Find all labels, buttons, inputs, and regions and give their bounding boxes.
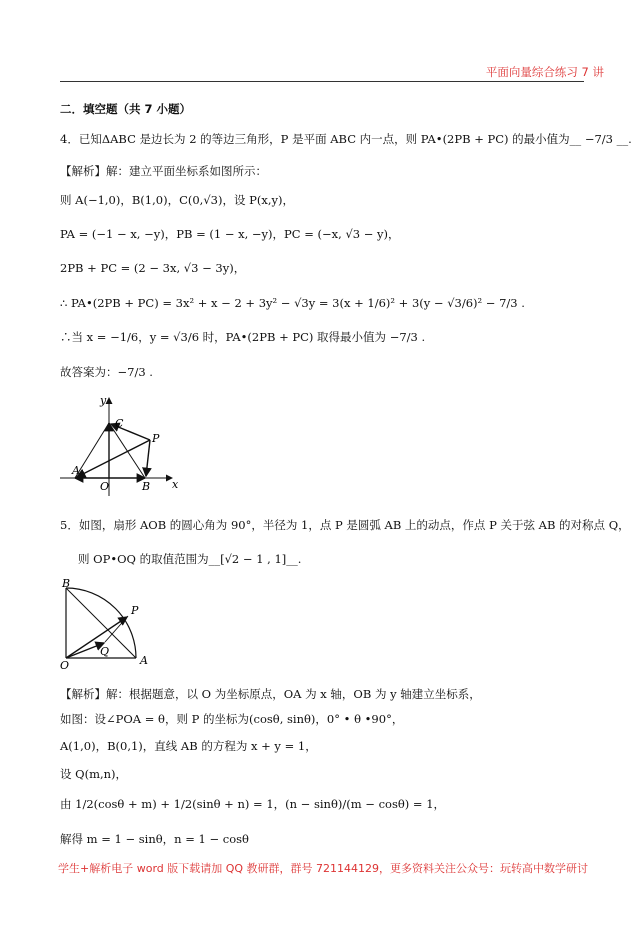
q4-line-5: ∴当 x = −1/6，y = √3/6 时，PA•(2PB + PC) 取得最小值为 −7/3 .	[60, 330, 426, 344]
fig1-label-a: A	[72, 464, 80, 477]
fig1-label-y: y	[100, 394, 107, 407]
header-title: 平面向量综合练习 7 讲	[485, 65, 604, 79]
q5-figure	[60, 578, 155, 670]
q5-analysis: 【解析】解：根据题意，以 O 为坐标原点，OA 为 x 轴，OB 为 y 轴建立坐标系，	[60, 687, 481, 701]
fig1-label-x: x	[172, 478, 179, 491]
fig2-label-q: Q	[100, 645, 110, 658]
fig2-label-p: P	[131, 604, 139, 617]
fig1-label-b: B	[142, 480, 151, 493]
fig2-label-b: B	[62, 578, 71, 590]
q5-stem-2: 则 OP•OQ 的取值范围为__[√2 − 1 , 1]__.	[78, 552, 302, 566]
q5-line-4: 由 1/2(cosθ + m) + 1/2(sinθ + n) = 1，(n − sinθ)/(m − cosθ) = 1，	[60, 797, 446, 811]
q5-line-3: 设 Q(m,n)，	[60, 767, 128, 781]
fig1-label-c: C	[115, 417, 124, 430]
q4-analysis: 【解析】解：建立平面坐标系如图所示：	[60, 164, 267, 178]
q4-line-6: 故答案为：−7/3 .	[60, 365, 153, 379]
q4-line-1: 则 A(−1,0)，B(1,0)，C(0,√3)，设 P(x,y)，	[60, 193, 294, 207]
q5-line-2: A(1,0)，B(0,1)，直线 AB 的方程为 x + y = 1，	[60, 739, 317, 753]
section-title: 二．填空题（共 7 小题）	[60, 102, 192, 116]
q4-line-4: ∴ PA•(2PB + PC) = 3x² + x − 2 + 3y² − √3y = 3(x + 1/6)² + 3(y − √3/6)² − 7/3 .	[60, 296, 525, 310]
q5-line-1: 如图：设∠POA = θ，则 P 的坐标为(cosθ, sinθ)，0° • θ •90°，	[60, 712, 404, 726]
q4-figure	[60, 392, 190, 497]
fig2-label-a: A	[140, 654, 148, 667]
fig2-label-o: O	[60, 659, 70, 670]
q4-stem: 4．已知ΔABC 是边长为 2 的等边三角形，P 是平面 ABC 内一点，则 PA•(2PB + PC) 的最小值为__ −7/3 __.	[60, 132, 632, 146]
header-divider	[60, 81, 584, 82]
fig1-label-o: O	[100, 480, 110, 493]
q5-stem-1: 5．如图，扇形 AOB 的圆心角为 90°，半径为 1，点 P 是圆弧 AB 上的动点，作点 P 关于弦 AB 的对称点 Q，	[60, 518, 630, 532]
fig1-label-p: P	[152, 432, 160, 445]
q5-line-5: 解得 m = 1 − sinθ，n = 1 − cosθ	[60, 832, 249, 846]
footer-note: 学生+解析电子 word 版下载请加 QQ 教研群，群号 721144129，更多资料关注公众号：玩转高中数学研讨	[58, 862, 589, 875]
q4-line-3: 2PB + PC = (2 − 3x, √3 − 3y)，	[60, 261, 246, 275]
q4-line-2: PA = (−1 − x, −y)，PB = (1 − x, −y)，PC = (−x, √3 − y)，	[60, 227, 400, 241]
